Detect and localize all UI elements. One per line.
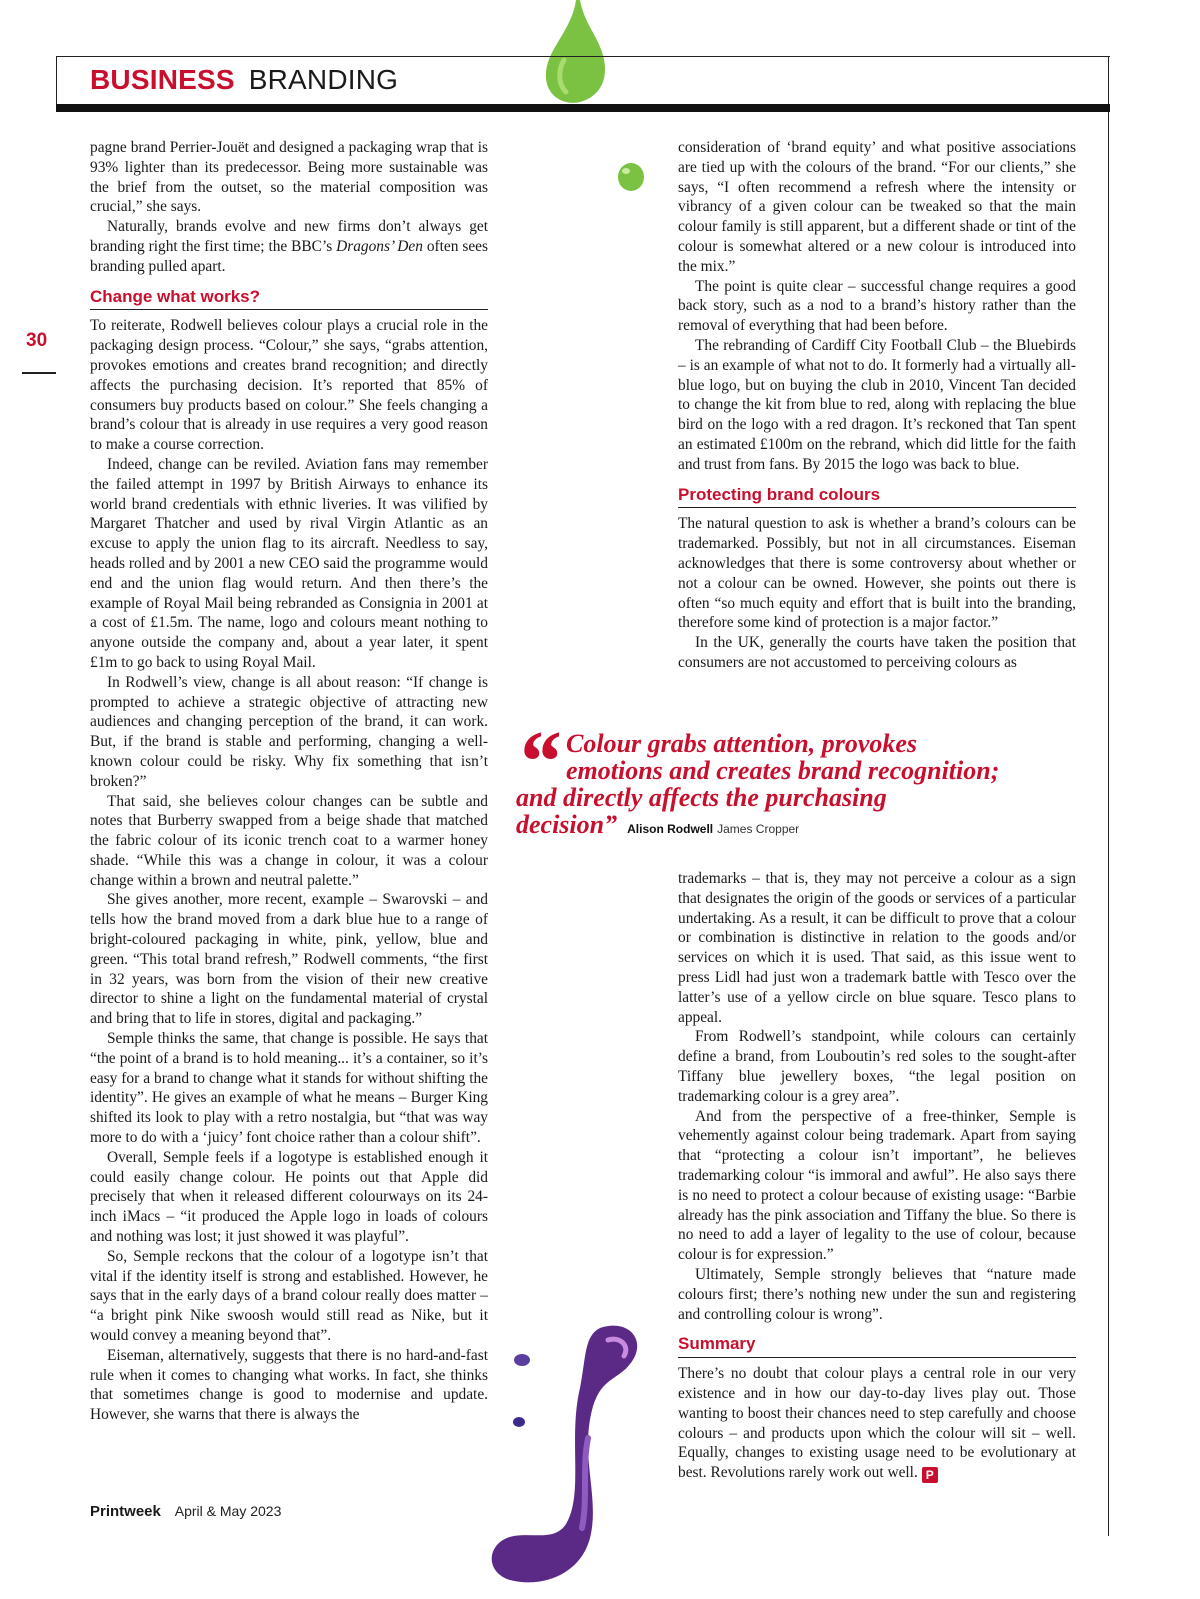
paragraph: And from the perspective of a free-thinker, Semple is vehemently against colour being trademark. Apart from saying that “protecting a colour isn’t important”, he believes trademarking colour “is immoral and awful”. He also says there is no need to protect a colour because of existing usage: “Barbie already has the pink association and Tiffany the blue. So there is no need to add a layer of legality to the use of colour, because colour is for expression.”: [678, 1107, 1076, 1264]
paragraph: That said, she believes colour changes can be subtle and notes that Burberry swapped from a beige shade that matched the fabric colour of its iconic trench coat to a warmer honey shade. “While this was a change in colour, it was a colour change within a brown and neutral palette.”: [90, 792, 488, 889]
subheading-summary: Summary: [678, 1334, 1076, 1358]
pull-quote: [516, 714, 1006, 843]
section-header: [90, 64, 398, 96]
paragraph: From Rodwell’s standpoint, while colours can certainly define a brand, from Louboutin’s red soles to the sought-after Tiffany blue jewellery boxes, “the legal position on trademarking colour is a grey area”.: [678, 1028, 1076, 1105]
header-rule: [56, 104, 1110, 112]
page-number-rule: [22, 372, 56, 374]
quote-attribution-name: Alison Rodwell: [627, 822, 714, 836]
page-frame-top: [56, 56, 1110, 57]
paragraph: pagne brand Perrier-Jouët and designed a packaging wrap that is 93% lighter than its predecessor. Being more sustainable was the brief from the outset, so the material composition was crucial,” she says.: [90, 139, 488, 216]
right-column-top: [678, 138, 1076, 673]
right-column-bottom: [678, 869, 1076, 1483]
open-quote-mark: “: [516, 714, 560, 811]
paragraph: Semple thinks the same, that change is possible. He says that “the point of a brand is to hold meaning... it’s a container, so it’s easy for a brand to change what it stands for without shifting the identity”. He gives an example of what he means – Burger King shifted its look to play with a retro nostalgia, but “that was way more to do with a ‘juicy’ font choice rather than a colour shift”.: [90, 1030, 488, 1147]
page-footer: [90, 1503, 281, 1520]
subheading-protecting-brand-colours: Protecting brand colours: [678, 485, 1076, 509]
paragraph: Overall, Semple feels if a logotype is established enough it could easily change colour. He points out that Apple did precisely that when it released different colourways on its 24-inch iMacs – “it produced the Apple logo in loads of colours and nothing was lost; it just showed it was playful”.: [90, 1148, 488, 1246]
paragraph: consideration of ‘brand equity’ and what positive associations are tied up with the colours of the brand. “For our clients,” she says, “I often recommend a refresh where the intensity or vibrancy of a given colour can be tweaked so that the main colour family is still apparent, but a different shade or tint of the colour is somewhat altered or a new colour is introduced into the mix.”: [678, 139, 1076, 275]
publication-name: Printweek: [90, 1503, 161, 1520]
text-span: Naturally, brands evolve and new firms don’t always get branding right the first time; the BBC’s: [90, 218, 488, 255]
pull-quote-text: Colour grabs attention, provokes emotions and creates brand recognition; and directly affects the purchasing decision”: [516, 729, 1000, 839]
text-span: There’s no doubt that colour plays a central role in our very existence and in how our day-to-day lives play out. Those wanting to boost their chances need to step carefully and choose colours – and products upon which the colour will sit – well. Equally, changes to existing usage need to be evolutionary at best. Revolutions rarely work out well.: [678, 1365, 1076, 1482]
paragraph: The natural question to ask is whether a brand’s colours can be trademarked. Possibly, but not in all circumstances. Eiseman acknowledges that there is some controversy about whether or not a colour can be owned. However, she points out there is often “so much equity and effort that is built into the branding, therefore some kind of protection is a major factor.”: [678, 515, 1076, 632]
page-number: 30: [26, 330, 48, 351]
paragraph: In Rodwell’s view, change is all about reason: “If change is prompted to achieve a strategic objective of attracting new audiences and changing perception of the brand, it can work. But, if the brand is stable and performing, changing a well-known colour could be risky. Why fix something that isn’t broken?”: [90, 673, 488, 790]
paragraph: [678, 1364, 1076, 1483]
issue-date: April & May 2023: [174, 1503, 282, 1519]
left-column: [90, 138, 488, 1425]
paragraph: To reiterate, Rodwell believes colour plays a crucial role in the packaging design process. “Colour,” she says, “grabs attention, provokes emotions and creates brand recognition; and directly affects the purchasing decision. It’s reported that 85% of consumers buy products based on colour.” She feels changing a brand’s colour that is already in use requires a very good reason to make a course correction.: [90, 317, 488, 454]
paragraph: In the UK, generally the courts have taken the position that consumers are not accustomed to perceiving colours as: [678, 634, 1076, 671]
paragraph: Ultimately, Semple strongly believes that “nature made colours first; there’s nothing new under the sun and registering and controlling colour is wrong”.: [678, 1265, 1076, 1323]
subheading-change-what-works: Change what works?: [90, 287, 488, 311]
paragraph: The rebranding of Cardiff City Football Club – the Bluebirds – is an example of what not to do. It formerly had a virtually all-blue logo, but on buying the club in 2010, Vincent Tan decided to change the kit from blue to red, along with replacing the blue bird on the logo with a red dragon. It’s reckoned that Tan spent an estimated £100m on the rebrand, which did little for the faith and trust from fans. By 2015 the logo was back to blue.: [678, 336, 1076, 473]
paragraph: The point is quite clear – successful change requires a good back story, such as a nod to a brand’s history rather than the removal of everything that had been before.: [678, 277, 1076, 335]
paragraph: Indeed, change can be reviled. Aviation fans may remember the failed attempt in 1997 by British Airways to enhance its world brand credentials with ethnic liveries. It was vilified by Margaret Thatcher and used by rival Virgin Atlantic as an excuse to apply the union flag to its aircraft. Needless to say, heads rolled and by 2001 a new CEO said the programme would end and the union flag would return. And then there’s the example of Royal Mail being rebranded as Consignia in 2001 at a cost of £1.5m. The name, logo and colours meant nothing to anyone outside the company and, about a year later, it spent £1m to go back to using Royal Mail.: [90, 455, 488, 671]
page-frame-right: [1108, 56, 1109, 1536]
end-of-article-icon: P: [922, 1467, 938, 1483]
paragraph: trademarks – that is, they may not perceive a colour as a sign that designates the origin of the goods or services of a particular undertaking. As a result, it can be difficult to prove that a colour or combination is distinctive in relation to the goods and/or services on which it is used. That said, as this issue went to press Lidl had just won a trademark battle with Tesco over the latter’s use of a yellow circle on blue square. Tesco plans to appeal.: [678, 870, 1076, 1026]
green-paint-droplet-art: [614, 158, 648, 194]
purple-paint-splash-art: [480, 1318, 660, 1599]
page-frame-left: [56, 56, 57, 106]
paragraph: So, Semple reckons that the colour of a logotype isn’t that vital if the identity itself is strong and established. However, he says that in the early days of a brand colour really does matter – “a bright pink Nike swoosh would still read as Nike, but it would convey a meaning beyond that”.: [90, 1247, 488, 1345]
show-title: Dragons’ Den: [336, 237, 423, 255]
paragraph: She gives another, more recent, example – Swarovski – and tells how the brand moved from a dark blue hue to a range of bright-coloured packaging in white, pink, yellow, blue and green. “This total brand refresh,” Rodwell comments, “the first in 32 years, was born from the vision of their new creative director to shine a light on the fundamental material of crystal and bring that to life in stores, digital and packaging.”: [90, 891, 488, 1028]
subsection-label: BRANDING: [248, 64, 399, 95]
quote-attribution-company: James Cropper: [717, 822, 800, 836]
section-label: BUSINESS: [90, 64, 235, 95]
paragraph: Eiseman, alternatively, suggests that there is no hard-and-fast rule when it comes to changing what works. In fact, she thinks that sometimes change is good to modernise and update. However, she warns that there is always the: [90, 1346, 488, 1424]
text-span: often sees branding pulled apart.: [90, 237, 488, 275]
paragraph: [90, 217, 488, 276]
